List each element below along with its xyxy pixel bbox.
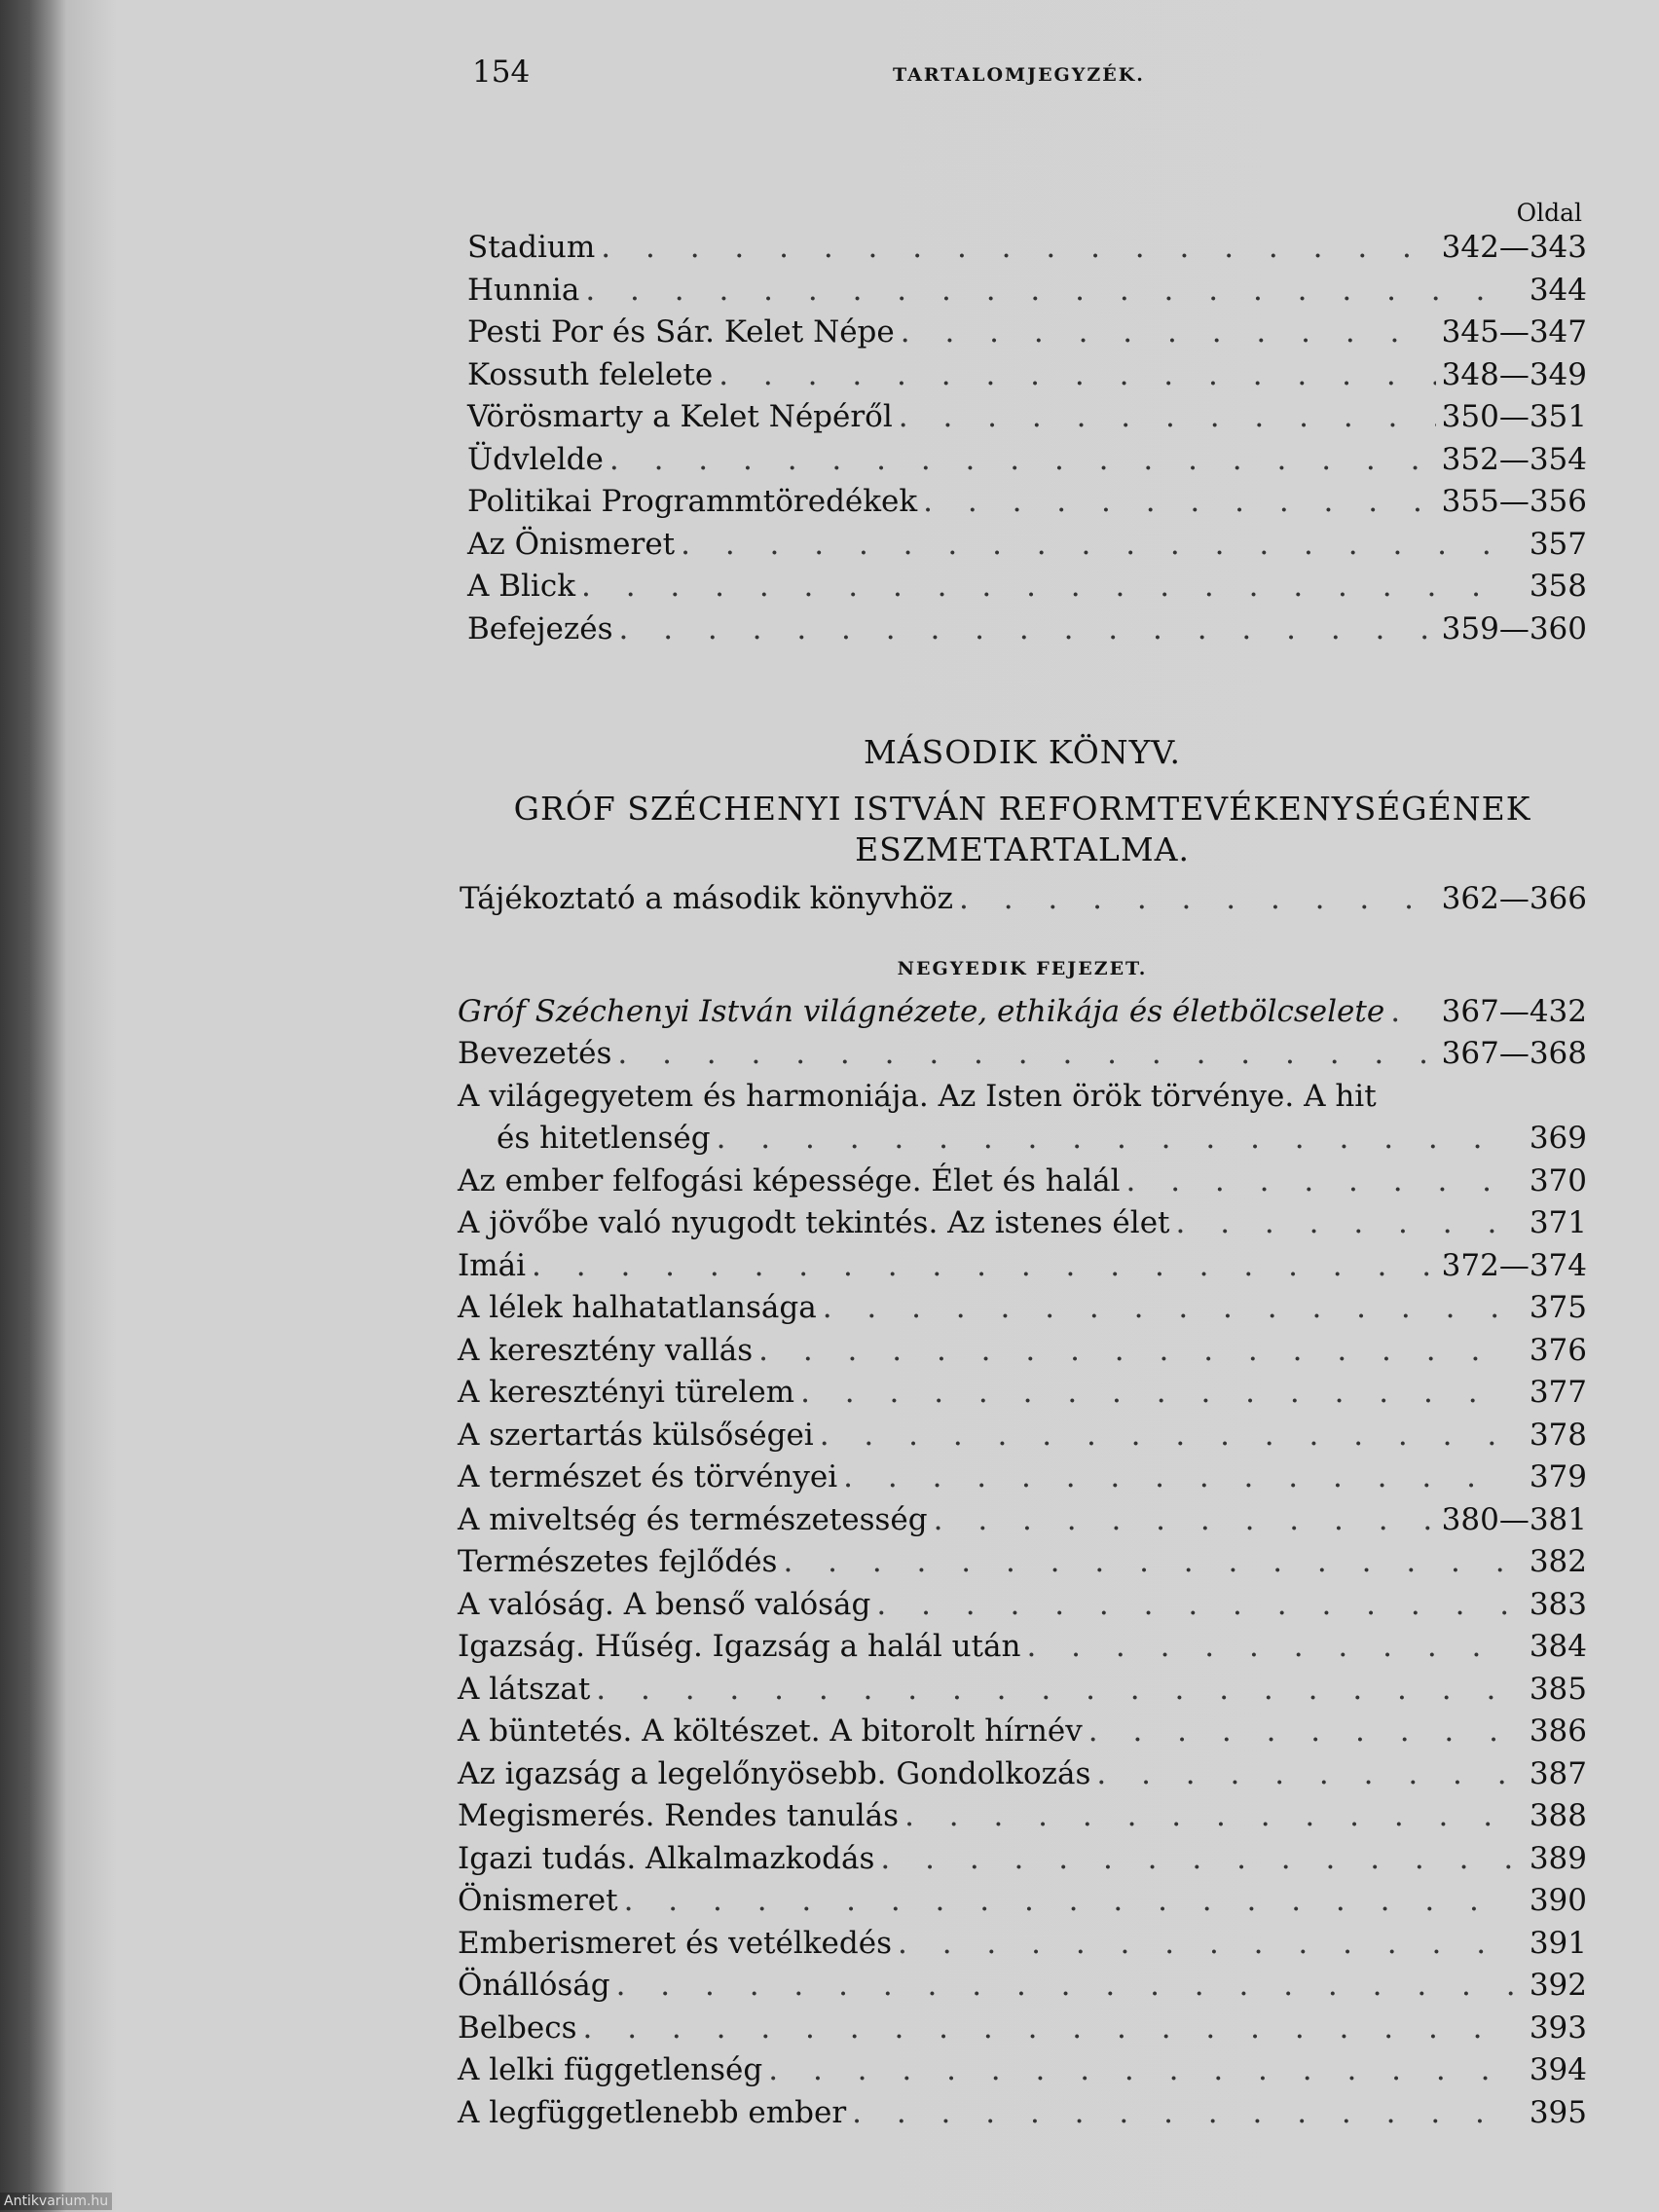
toc-entry — [458, 1923, 1587, 1966]
toc-entry-title: Üdvlelde — [467, 441, 604, 477]
toc-entry-title: A valóság. A benső valóság — [458, 1586, 871, 1622]
toc-entry-pages: 376 — [1529, 1332, 1587, 1368]
toc-entry-title: A szertartás külsőségei — [458, 1417, 814, 1453]
toc-entry-pages: 358 — [1529, 569, 1587, 604]
toc-entry-title: Hunnia — [467, 272, 580, 308]
toc-entry-pages: 380—381 — [1441, 1501, 1587, 1537]
leader-dots — [719, 354, 1435, 397]
toc-entry-title: A keresztényi türelem — [458, 1375, 795, 1410]
toc-entry — [458, 1372, 1587, 1415]
leader-dots — [934, 1499, 1436, 1542]
toc-entry — [458, 1245, 1587, 1288]
toc-entry — [458, 1669, 1587, 1712]
toc-entry — [458, 1753, 1587, 1796]
toc-entry-title: Belbecs — [458, 2009, 577, 2046]
leader-dots — [532, 1245, 1436, 1288]
leader-dots — [923, 481, 1435, 524]
toc-entry-pages: 393 — [1529, 2009, 1587, 2046]
leader-dots — [899, 396, 1436, 439]
toc-entry-title: Politikai Programmtöredékek — [467, 484, 918, 519]
leader-dots — [1126, 1161, 1513, 1203]
toc-entry-pages: 383 — [1529, 1586, 1587, 1622]
leader-dots — [904, 1795, 1513, 1838]
toc-entry — [458, 439, 1587, 482]
toc-entry-pages: 344 — [1529, 272, 1587, 308]
toc-entry-title: Igazi tudás. Alkalmazkodás — [458, 1840, 875, 1876]
toc-entry — [458, 1161, 1587, 1203]
toc-entry-title: Tájékoztató a második könyvhöz — [460, 881, 953, 916]
toc-entry-title: Megismerés. Rendes tanulás — [458, 1798, 900, 1833]
toc-entry — [458, 1795, 1587, 1838]
toc-entry-title: Pesti Por és Sár. Kelet Népe — [467, 314, 895, 350]
toc-entry-pages: 390 — [1529, 1883, 1587, 1918]
toc-entry-title: A látszat — [458, 1671, 591, 1707]
leader-dots — [1096, 1753, 1513, 1796]
toc-entry — [458, 524, 1587, 567]
toc-entry-title: A keresztény vallás — [458, 1332, 754, 1368]
toc-entry — [458, 227, 1587, 270]
toc-entry-pages: 377 — [1529, 1375, 1587, 1410]
toc-entry-chapter-title — [458, 991, 1587, 1034]
toc-entry — [458, 1076, 1587, 1161]
leader-dots — [581, 566, 1513, 608]
toc-section-3 — [458, 1033, 1587, 2134]
toc-entry-pages: 367—368 — [1441, 1036, 1587, 1071]
book-subtitle — [458, 789, 1587, 870]
toc-entry-pages: 345—347 — [1441, 314, 1587, 350]
toc-entry-pages: 391 — [1529, 1925, 1587, 1961]
toc-entry-pages: 357 — [1529, 526, 1587, 562]
chapter-pages: 367—432 — [1441, 993, 1587, 1029]
leader-dots — [624, 1880, 1513, 1923]
chapter-heading: NEGYEDIK FEJEZET. — [897, 957, 1148, 979]
toc-entry-title: A lélek halhatatlansága — [458, 1290, 817, 1325]
leader-dots — [616, 1965, 1513, 2008]
leader-dots — [898, 1923, 1513, 1966]
toc-entry-title: Befejezés — [467, 610, 613, 646]
page-column-heading: Oldal — [1516, 199, 1582, 227]
toc-entry-title: Emberismeret és vetélkedés — [458, 1925, 892, 1961]
toc-entry — [458, 396, 1587, 439]
toc-entry — [458, 2092, 1587, 2135]
leader-dots — [783, 1541, 1513, 1584]
toc-entry — [458, 1880, 1587, 1923]
toc-entry-title: Stadium — [467, 230, 596, 265]
toc-entry-pages: 394 — [1529, 2052, 1587, 2087]
toc-entry-title: Az igazság a legelőnyösebb. Gondolkozás — [458, 1755, 1091, 1791]
toc-entry — [458, 1541, 1587, 1584]
toc-entry-pages: 382 — [1529, 1544, 1587, 1579]
document-page — [458, 49, 1587, 2134]
toc-entry-title: Természetes fejlődés — [458, 1544, 778, 1579]
toc-entry-pages: 362—366 — [1441, 881, 1587, 916]
toc-entry-pages: 372—374 — [1441, 1247, 1587, 1283]
toc-entry — [458, 354, 1587, 397]
toc-entry — [458, 1711, 1587, 1753]
leader-dots — [609, 439, 1436, 482]
leader-dots — [596, 1669, 1513, 1712]
toc-entry-title: Önállóság — [458, 1968, 610, 2003]
leader-dots — [823, 1287, 1513, 1330]
toc-entry-title: Az ember felfogási képessége. Élet és halál — [458, 1162, 1121, 1198]
toc-entry-pages: 355—356 — [1441, 484, 1587, 519]
toc-entry — [458, 878, 1587, 921]
toc-entry-title: A Blick — [467, 569, 575, 604]
toc-entry-pages: 384 — [1529, 1629, 1587, 1664]
toc-entry — [458, 270, 1587, 313]
toc-entry-title: és hitetlenség — [497, 1121, 711, 1156]
toc-entry-title: Igazság. Hűség. Igazság a halál után — [458, 1629, 1021, 1664]
running-title: TARTALOMJEGYZÉK. — [893, 64, 1145, 86]
toc-entry-pages: 385 — [1529, 1671, 1587, 1707]
leader-dots — [585, 270, 1513, 313]
toc-entry-title: Bevezetés — [458, 1036, 612, 1071]
toc-entry — [458, 1584, 1587, 1627]
toc-entry-title-line-1: A világegyetem és harmoniája. Az Isten örök törvénye. A hit — [458, 1078, 1377, 1114]
leader-dots — [1088, 1711, 1513, 1753]
toc-entry — [458, 1202, 1587, 1245]
leader-dots — [619, 608, 1436, 651]
toc-entry-pages: 342—343 — [1441, 230, 1587, 265]
leader-dots — [601, 227, 1435, 270]
page-number: 154 — [472, 55, 531, 90]
toc-entry — [458, 608, 1587, 651]
leader-dots — [843, 1456, 1513, 1499]
toc-entry-pages: 378 — [1529, 1417, 1587, 1453]
toc-entry-title: A jövőbe való nyugodt tekintés. Az istenes élet — [458, 1205, 1170, 1240]
toc-entry-title: Imái — [458, 1247, 527, 1283]
leader-dots — [768, 2049, 1513, 2092]
watermark: Antikvarium.hu — [0, 2193, 112, 2210]
toc-entry-pages: 386 — [1529, 1714, 1587, 1749]
chapter-title: Gróf Széchenyi István világnézete, ethikája és életbölcselete — [458, 993, 1385, 1029]
leader-dots — [1390, 991, 1435, 1034]
toc-entry — [458, 1287, 1587, 1330]
toc-entry — [458, 481, 1587, 524]
toc-entry — [458, 1456, 1587, 1499]
leader-dots — [1176, 1202, 1514, 1245]
leader-dots — [852, 2092, 1513, 2135]
leader-dots — [800, 1372, 1513, 1415]
leader-dots — [758, 1330, 1513, 1373]
leader-dots — [876, 1584, 1513, 1627]
toc-section-2 — [458, 878, 1587, 921]
leader-dots — [617, 1033, 1435, 1076]
toc-entry-pages: 350—351 — [1441, 399, 1587, 434]
toc-entry — [458, 1033, 1587, 1076]
toc-entry-pages: 387 — [1529, 1755, 1587, 1791]
toc-entry-pages: 369 — [1529, 1121, 1587, 1156]
toc-entry-title: Az Önismeret — [467, 526, 676, 562]
toc-entry-title: Önismeret — [458, 1883, 618, 1918]
toc-entry-pages: 359—360 — [1441, 610, 1587, 646]
toc-entry-pages: 370 — [1529, 1162, 1587, 1198]
toc-entry-pages: 375 — [1529, 1290, 1587, 1325]
leader-dots — [717, 1118, 1513, 1161]
leader-dots — [583, 2008, 1513, 2050]
toc-entry-pages: 352—354 — [1441, 441, 1587, 477]
toc-entry — [458, 2008, 1587, 2050]
leader-dots — [1026, 1626, 1513, 1669]
toc-entry-pages: 371 — [1529, 1205, 1587, 1240]
toc-entry-pages: 392 — [1529, 1968, 1587, 2003]
toc-entry-title: A lelki függetlenség — [458, 2052, 763, 2087]
leader-dots — [681, 524, 1513, 567]
toc-entry-pages: 348—349 — [1441, 356, 1587, 392]
page-header — [458, 49, 1587, 97]
toc-entry — [458, 2049, 1587, 2092]
toc-entry-pages: 389 — [1529, 1840, 1587, 1876]
toc-entry-title: Kossuth felelete — [467, 356, 714, 392]
toc-entry-title: Vörösmarty a Kelet Népéről — [467, 399, 893, 434]
toc-entry — [458, 566, 1587, 608]
toc-entry-pages: 388 — [1529, 1798, 1587, 1833]
toc-entry-title: A büntetés. A költészet. A bitorolt hírnév — [458, 1714, 1083, 1749]
toc-entry-title: A legfüggetlenebb ember — [458, 2094, 847, 2130]
toc-entry — [458, 1965, 1587, 2008]
toc-entry-title: A miveltség és természetesség — [458, 1501, 928, 1537]
book-subtitle-line-1: GRÓF SZÉCHENYI ISTVÁN REFORMTEVÉKENYSÉGÉNEK — [513, 790, 1531, 828]
toc-chapter — [458, 991, 1587, 1034]
toc-entry — [458, 1499, 1587, 1542]
leader-dots — [901, 312, 1436, 354]
toc-entry-pages: 379 — [1529, 1459, 1587, 1494]
toc-entry — [458, 312, 1587, 354]
leader-dots — [820, 1415, 1513, 1457]
toc-section-1 — [458, 227, 1587, 650]
book-subtitle-line-2: ESZMETARTALMA. — [855, 830, 1190, 868]
toc-entry-title: A természet és törvényei — [458, 1459, 838, 1494]
leader-dots — [959, 878, 1436, 921]
toc-entry — [458, 1415, 1587, 1457]
toc-entry-pages: 395 — [1529, 2094, 1587, 2130]
toc-entry — [458, 1838, 1587, 1881]
book-title: MÁSODIK KÖNYV. — [864, 733, 1181, 771]
toc-entry — [458, 1330, 1587, 1373]
toc-entry — [458, 1626, 1587, 1669]
leader-dots — [880, 1838, 1513, 1881]
